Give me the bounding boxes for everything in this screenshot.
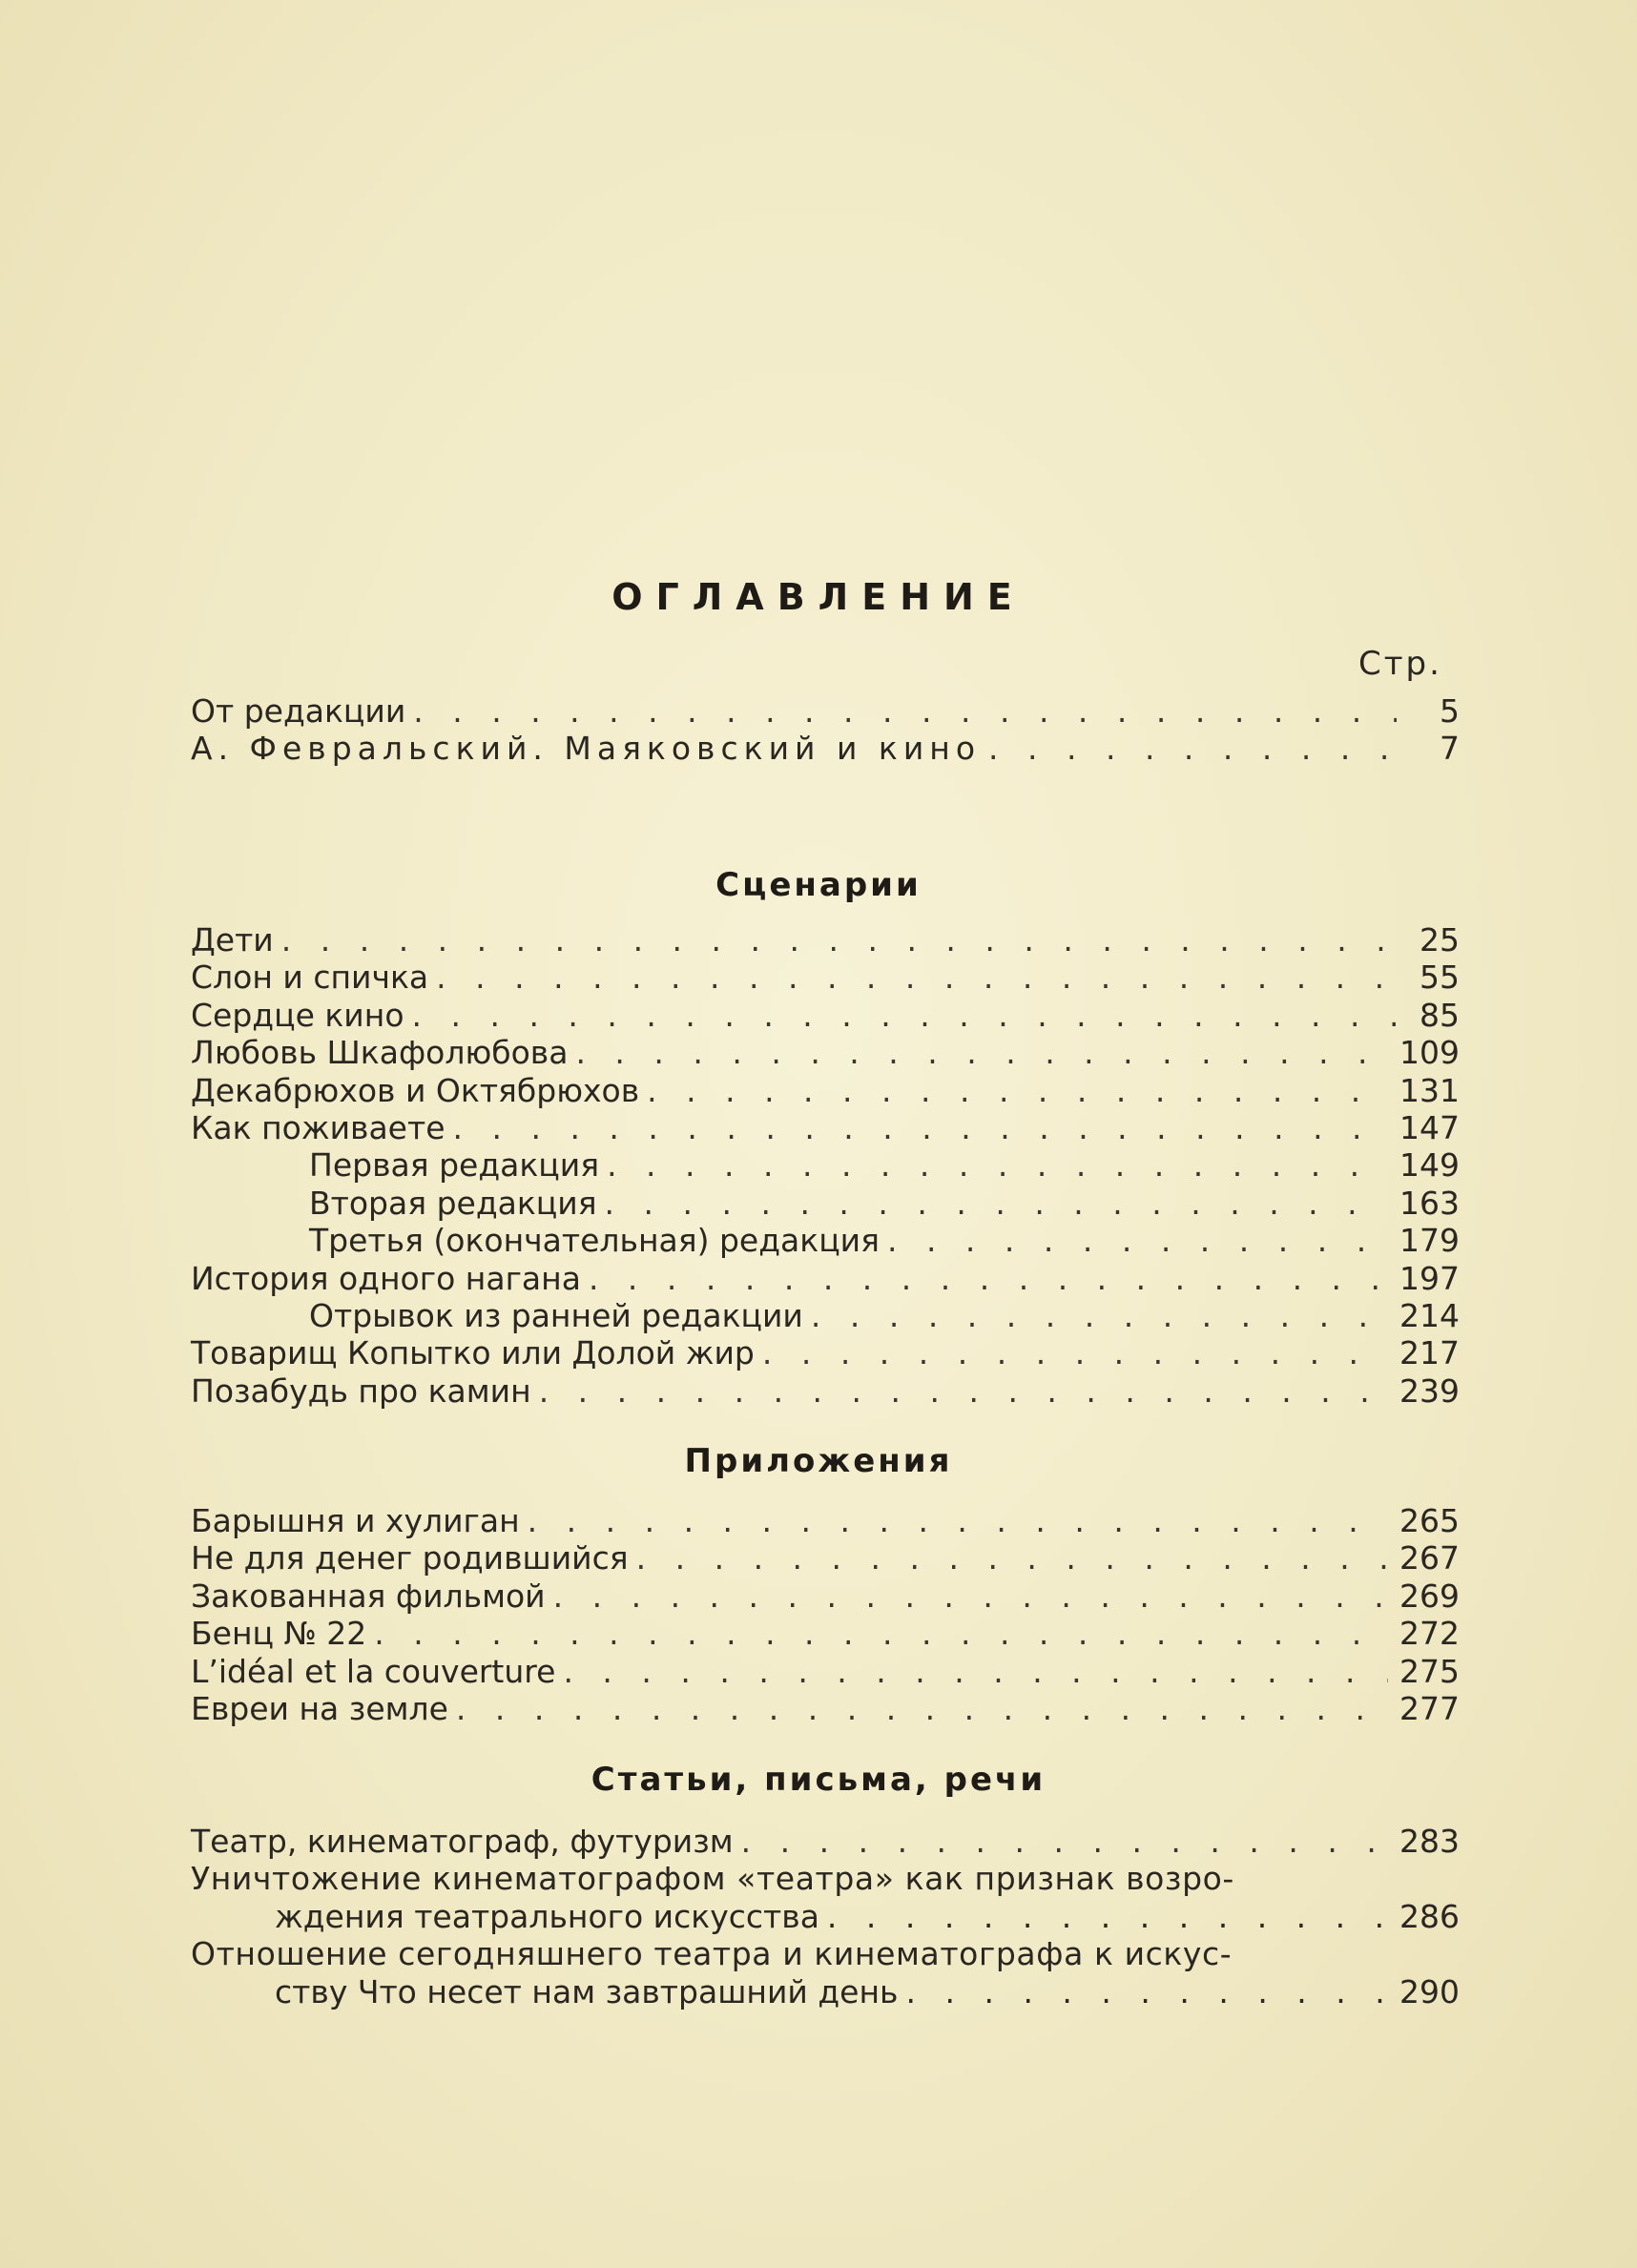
toc-entry-page: 272 — [1399, 1615, 1460, 1653]
leader-dots — [741, 1823, 1388, 1860]
toc-entry-page: 55 — [1419, 959, 1460, 997]
toc-entry-title: Дети — [191, 921, 274, 959]
toc-entry-page: 267 — [1399, 1539, 1460, 1577]
toc-entry — [191, 1690, 1460, 1727]
toc-entry-title: Товарищ Копытко или Долой жир — [191, 1334, 755, 1372]
leader-dots — [887, 1222, 1388, 1259]
leader-dots — [827, 1898, 1388, 1935]
leader-dots — [436, 959, 1397, 996]
leader-dots — [413, 692, 1397, 730]
toc-entry — [191, 1539, 1460, 1577]
toc-entry — [191, 1034, 1460, 1071]
toc-entry-title: Бенц № 22 — [191, 1615, 367, 1653]
toc-entry-title: Как поживаете — [191, 1108, 446, 1146]
leader-dots — [811, 1297, 1388, 1334]
toc-entry-page: 283 — [1399, 1823, 1460, 1860]
leader-dots — [906, 1973, 1389, 2010]
section-list-appendices — [191, 1502, 1460, 1727]
toc-entry-title: Первая редакция — [309, 1146, 600, 1185]
toc-entry-line2 — [191, 1898, 1460, 1935]
toc-entry — [191, 1372, 1460, 1410]
toc-entry-title-line2: ству Что несет нам завтрашний день — [275, 1972, 899, 2010]
toc-entry-title-line1: Отношение сегодняшнего театра и кинематографа к искус- — [191, 1935, 1233, 1973]
leader-dots — [281, 921, 1397, 959]
section-heading-scenarios: Сценарии — [715, 866, 922, 904]
toc-entry-title: Декабрюхов и Октябрюхов — [191, 1071, 640, 1109]
toc-entry-title: Любовь Шкафолюбова — [191, 1034, 569, 1072]
leader-dots — [453, 1109, 1388, 1146]
toc-entry-page: 109 — [1399, 1034, 1460, 1072]
leader-dots — [528, 1502, 1388, 1539]
toc-entry — [191, 1334, 1460, 1371]
toc-entry-title: Евреи на земле — [191, 1689, 448, 1727]
leader-dots — [988, 730, 1397, 767]
toc-entry-title: Третья (окончательная) редакция — [309, 1222, 880, 1260]
toc-subentry — [191, 1146, 1460, 1184]
toc-subentry — [191, 1222, 1460, 1259]
toc-entry-wrapped — [191, 1860, 1460, 1935]
toc-entry — [191, 921, 1460, 959]
leader-dots — [539, 1372, 1388, 1410]
section-list-articles — [191, 1823, 1460, 2010]
section-heading-appendices: Приложения — [684, 1442, 953, 1480]
toc-entry — [191, 1072, 1460, 1109]
toc-entry-title-line2: ждения театрального искусства — [275, 1897, 819, 1935]
toc-entry-page: 147 — [1399, 1108, 1460, 1146]
front-matter-list — [191, 692, 1460, 768]
toc-entry-title: Отрывок из ранней редакции — [309, 1296, 803, 1334]
toc-entry-page: 5 — [1440, 692, 1460, 730]
toc-entry-title: Театр, кинематограф, футуризм — [191, 1823, 734, 1860]
toc-entry-page: 277 — [1399, 1689, 1460, 1727]
toc-entry-page: 179 — [1399, 1222, 1460, 1260]
leader-dots — [607, 1146, 1388, 1184]
toc-entry — [191, 1615, 1460, 1652]
toc-entry-title: Закованная фильмой — [191, 1577, 546, 1615]
leader-dots — [412, 997, 1397, 1034]
toc-entry — [191, 1577, 1460, 1615]
toc-entry-title: Слон и спичка — [191, 959, 429, 997]
toc-entry-page: 7 — [1440, 730, 1460, 768]
toc-entry — [191, 1502, 1460, 1539]
leader-dots — [762, 1334, 1388, 1371]
leader-dots — [456, 1690, 1388, 1727]
toc-entry — [191, 730, 1460, 767]
toc-entry-page: 286 — [1399, 1897, 1460, 1935]
toc-entry-title: Не для денег родившийся — [191, 1539, 629, 1577]
toc-entry-title: А. Февральский. Маяковский и кино — [191, 730, 982, 768]
toc-entry-title-line1: Уничтожение кинематографом «театра» как признак возро- — [191, 1860, 1234, 1898]
page-title: ОГЛАВЛЕНИЕ — [611, 576, 1026, 618]
toc-entry-title: L’idéal et la couverture — [191, 1652, 556, 1690]
leader-dots — [605, 1185, 1388, 1222]
leader-dots — [636, 1539, 1388, 1577]
toc-entry — [191, 1260, 1460, 1297]
leader-dots — [374, 1615, 1388, 1652]
toc-entry-title: История одного нагана — [191, 1259, 581, 1297]
toc-entry-page: 197 — [1399, 1259, 1460, 1297]
toc-entry-title: Барышня и хулиган — [191, 1502, 520, 1539]
toc-entry — [191, 997, 1460, 1034]
toc-entry-page: 163 — [1399, 1184, 1460, 1222]
toc-entry — [191, 1823, 1460, 1860]
toc-entry — [191, 1109, 1460, 1146]
section-list-scenarios — [191, 921, 1460, 1410]
leader-dots — [647, 1072, 1388, 1109]
page-column-label: Стр. — [1358, 645, 1442, 683]
toc-entry — [191, 1653, 1460, 1690]
toc-entry-page: 85 — [1419, 996, 1460, 1034]
toc-entry-page: 265 — [1399, 1502, 1460, 1539]
toc-entry-page: 275 — [1399, 1652, 1460, 1690]
leader-dots — [563, 1653, 1388, 1690]
toc-entry-page: 290 — [1399, 1972, 1460, 2010]
toc-entry-line2 — [191, 1973, 1460, 2010]
toc-subentry — [191, 1297, 1460, 1334]
toc-subentry — [191, 1185, 1460, 1222]
toc-entry-page: 25 — [1419, 921, 1460, 959]
leader-dots — [553, 1577, 1388, 1615]
leader-dots — [589, 1260, 1388, 1297]
toc-entry-page: 214 — [1399, 1296, 1460, 1334]
toc-entry-page: 131 — [1399, 1071, 1460, 1109]
toc-entry-title: Вторая редакция — [309, 1184, 597, 1222]
toc-entry — [191, 959, 1460, 996]
toc-entry-title: Позабудь про камин — [191, 1371, 531, 1410]
leader-dots — [575, 1034, 1388, 1071]
toc-entry — [191, 692, 1460, 730]
section-heading-articles: Статьи, письма, речи — [591, 1761, 1046, 1799]
toc-entry-page: 269 — [1399, 1577, 1460, 1615]
toc-entry-page: 239 — [1399, 1371, 1460, 1410]
toc-entry-page: 217 — [1399, 1334, 1460, 1372]
toc-entry-wrapped — [191, 1935, 1460, 2010]
toc-entry-page: 149 — [1399, 1146, 1460, 1185]
toc-entry-title: От редакции — [191, 692, 406, 730]
toc-entry-title: Сердце кино — [191, 996, 404, 1034]
